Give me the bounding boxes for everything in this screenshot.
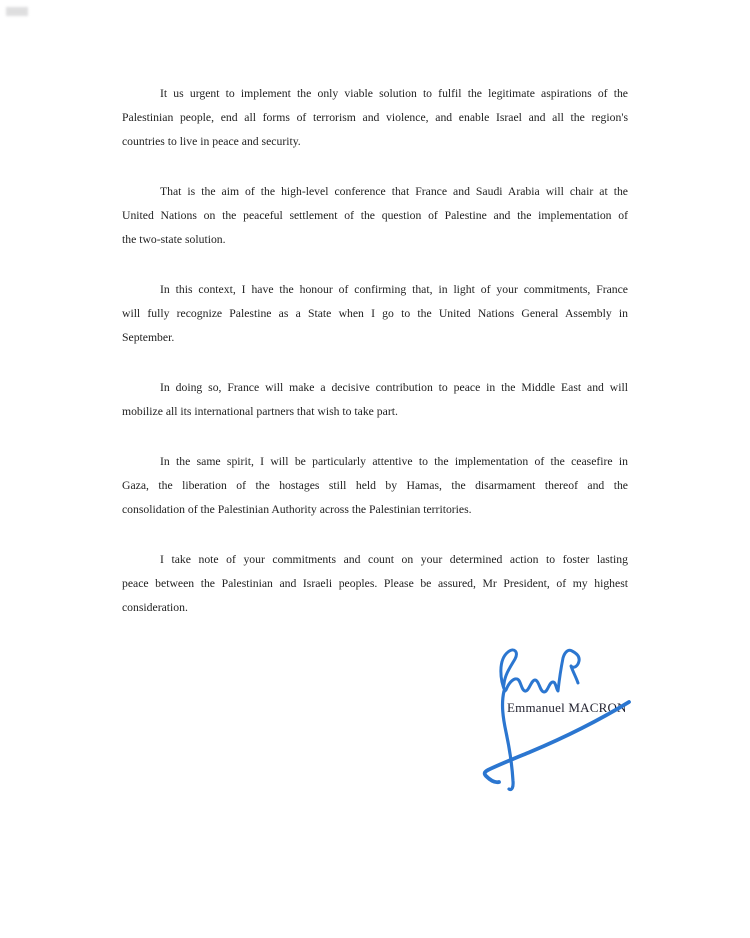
paragraph-line: In this context, I have the honour of confirming that, in light of your commitments, France (160, 283, 628, 296)
paragraph-line: the two-state solution. (122, 233, 226, 246)
paragraph-line: It us urgent to implement the only viable solution to fulfil the legitimate aspirations of the (160, 87, 628, 100)
paragraph-line: Gaza, the liberation of the hostages still held by Hamas, the disarmament thereof and the (122, 479, 628, 492)
paragraph-line: consideration. (122, 601, 188, 614)
paragraph-line: That is the aim of the high-level conference that France and Saudi Arabia will chair at the (160, 185, 628, 198)
paragraph-line: consolidation of the Palestinian Authority across the Palestinian territories. (122, 503, 472, 516)
paragraph (122, 180, 628, 252)
macron-signature-icon (468, 644, 643, 799)
signature-stroke-descender (503, 691, 514, 790)
paragraph-line: September. (122, 331, 175, 344)
paragraph-line: peace between the Palestinian and Israeli peoples. Please be assured, Mr President, of my highest (122, 577, 628, 590)
paragraph (122, 82, 628, 154)
paragraph (122, 548, 628, 620)
letter-body (122, 82, 628, 620)
paragraph-line: mobilize all its international partners that wish to take part. (122, 405, 398, 418)
signature-stroke-diagonal (485, 702, 629, 782)
paragraph-line: I take note of your commitments and count on your determined action to foster lasting (160, 553, 628, 566)
paragraph (122, 376, 628, 424)
paragraph-line: In doing so, France will make a decisive contribution to peace in the Middle East and will (160, 381, 628, 394)
paragraph-line: United Nations on the peaceful settlement of the question of Palestine and the implementation of (122, 209, 628, 222)
paragraph-line: will fully recognize Palestine as a State when I go to the United Nations General Assembly in (122, 307, 628, 320)
signature-stroke-loop-zigzag-flag (501, 650, 579, 692)
paragraph-line: countries to live in peace and security. (122, 135, 301, 148)
paragraph-line: Palestinian people, end all forms of terrorism and violence, and enable Israel and all the region's (122, 111, 628, 124)
paragraph (122, 278, 628, 350)
scan-artifact (6, 7, 28, 16)
paragraph (122, 450, 628, 522)
signature-name: Emmanuel MACRON (507, 700, 627, 715)
paragraph-line: In the same spirit, I will be particularly attentive to the implementation of the ceasefire in (160, 455, 628, 468)
